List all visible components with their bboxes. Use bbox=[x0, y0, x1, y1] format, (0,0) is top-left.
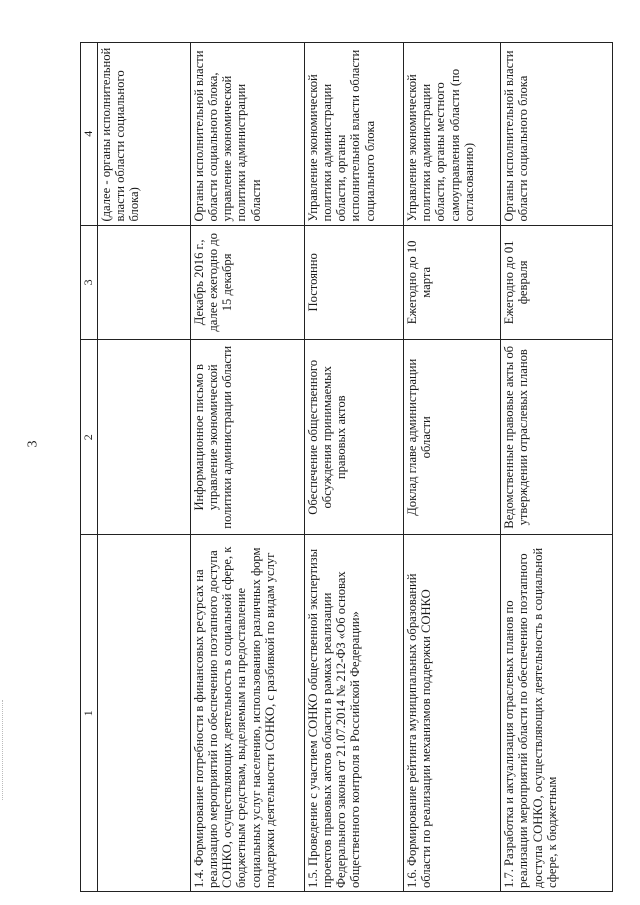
task-cell: 1.7. Разработка и актуализация отраслевых планов по реализации мероприятий области по обеспечению поэтапного доступа СОНКО, осуществляющих деятельность в социальной сфере, к бюджетным bbox=[501, 535, 613, 892]
deadline-cell bbox=[98, 225, 191, 340]
column-header-4: 4 bbox=[81, 43, 98, 226]
result-cell bbox=[98, 340, 191, 535]
rotated-table-wrapper bbox=[80, 42, 613, 892]
column-header-1: 1 bbox=[81, 535, 98, 892]
deadline-cell: Ежегодно до 10 марта bbox=[404, 225, 501, 340]
table-row bbox=[190, 43, 304, 892]
table-row bbox=[304, 43, 403, 892]
table-header-row bbox=[81, 43, 98, 892]
table-row bbox=[404, 43, 501, 892]
result-cell: Информационное письмо в управление экономической политики администрации области bbox=[190, 340, 304, 535]
deadline-cell: Постоянно bbox=[304, 225, 403, 340]
column-header-2: 2 bbox=[81, 340, 98, 535]
table-row bbox=[501, 43, 613, 892]
responsible-cell: Органы исполнительной власти области социального блока, управление экономической политики администрации области bbox=[190, 43, 304, 226]
responsible-cell: Органы исполнительной власти области социального блока bbox=[501, 43, 613, 226]
responsible-cell: Управление экономической политики администрации области, органы исполнительной власти области социального блока bbox=[304, 43, 403, 226]
deadline-cell: Декабрь 2016 г., далее ежегодно до 15 декабря bbox=[190, 225, 304, 340]
task-cell bbox=[98, 535, 191, 892]
result-cell: Ведомственные правовые акты об утверждении отраслевых планов bbox=[501, 340, 613, 535]
responsible-cell: (далее - органы исполнительной власти области социального блока) bbox=[98, 43, 191, 226]
page-number: 3 bbox=[25, 440, 41, 448]
task-cell: 1.6. Формирование рейтинга муниципальных образований области по реализации механизмов поддержки СОНКО bbox=[404, 535, 501, 892]
column-header-3: 3 bbox=[81, 225, 98, 340]
responsible-cell: Управление экономической политики администрации области, органы местного самоуправления области (по согласованию) bbox=[404, 43, 501, 226]
result-cell: Доклад главе администрации области bbox=[404, 340, 501, 535]
scan-margin-mark bbox=[2, 700, 4, 800]
task-cell: 1.4. Формирование потребности в финансовых ресурсах на реализацию мероприятий по обеспечению поэтапного доступа СОНКО, осуществляющих деятельность в социальной сфере, к бюджетным средствам, выделяемым на предоставление социальных услуг населению, использованию различных форм поддержки деятельности СОНКО, с разбивкой по видам услуг bbox=[190, 535, 304, 892]
table-row bbox=[98, 43, 191, 892]
result-cell: Обеспечение общественного обсуждения принимаемых правовых актов bbox=[304, 340, 403, 535]
deadline-cell: Ежегодно до 01 февраля bbox=[501, 225, 613, 340]
task-cell: 1.5. Проведение с участием СОНКО общественной экспертизы проектов правовых актов области в рамках реализации Федерального закона от 21.07.2014 № 212-ФЗ «Об основах общественного контроля в Российской Федерации» bbox=[304, 535, 403, 892]
plan-table bbox=[80, 42, 613, 892]
